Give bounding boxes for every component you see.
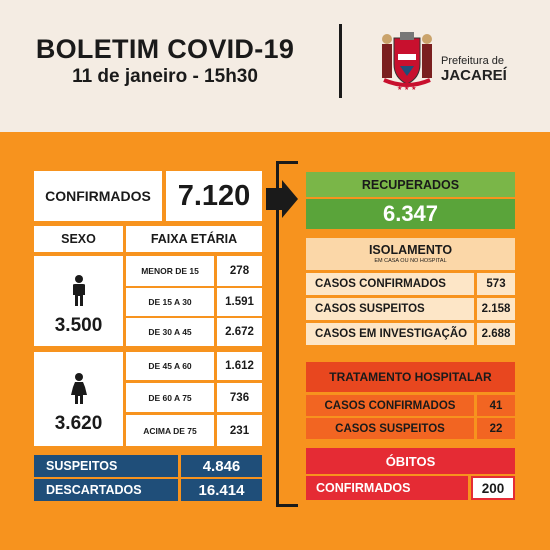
- suspeitos-label: SUSPEITOS: [34, 455, 178, 477]
- city-name: JACAREÍ: [441, 67, 507, 84]
- obitos-label: CONFIRMADOS: [306, 476, 468, 500]
- isolamento-row-value: 2.688: [477, 323, 515, 345]
- age-label: DE 30 A 45: [126, 318, 214, 346]
- isolamento-title: ISOLAMENTO: [368, 243, 453, 257]
- bracket-top: [276, 161, 298, 164]
- age-value: 231: [217, 415, 262, 446]
- age-value: 1.612: [217, 352, 262, 380]
- age-label: DE 45 A 60: [126, 352, 214, 380]
- suspeitos-value: 4.846: [181, 455, 262, 477]
- age-label: DE 60 A 75: [126, 383, 214, 412]
- tratamento-row-value: 41: [477, 395, 515, 416]
- descartados-label: DESCARTADOS: [34, 479, 178, 501]
- recuperados-label: RECUPERADOS: [306, 172, 515, 197]
- age-value: 278: [217, 256, 262, 286]
- female-total: 3.620: [54, 413, 103, 434]
- male-total: 3.500: [54, 315, 103, 336]
- isolamento-row-value: 2.158: [477, 298, 515, 320]
- tratamento-title: TRATAMENTO HOSPITALAR: [306, 362, 515, 392]
- age-label: DE 15 A 30: [126, 288, 214, 316]
- prefeitura-label: Prefeitura de: [441, 55, 504, 67]
- svg-text:★ ★ ★: ★ ★ ★: [397, 86, 417, 92]
- isolamento-row-label: CASOS EM INVESTIGAÇÃO: [306, 323, 474, 345]
- obitos-value: 200: [471, 476, 515, 500]
- age-label: ACIMA DE 75: [126, 415, 214, 446]
- confirmed-value: 7.120: [166, 171, 262, 221]
- header-divider: [339, 24, 342, 98]
- recuperados-value: 6.347: [306, 199, 515, 229]
- tratamento-row-label: CASOS SUSPEITOS: [306, 418, 474, 439]
- bracket-line: [276, 161, 279, 507]
- page-title: BOLETIM COVID-19: [35, 34, 295, 64]
- isolamento-row-label: CASOS SUSPEITOS: [306, 298, 474, 320]
- isolamento-subtitle: EM CASA OU NO HOSPITAL: [374, 258, 447, 264]
- age-value: 2.672: [217, 318, 262, 346]
- page-subtitle: 11 de janeiro - 15h30: [72, 66, 258, 87]
- descartados-value: 16.414: [181, 479, 262, 501]
- sexo-header: SEXO: [34, 226, 123, 252]
- isolamento-header: [306, 238, 515, 270]
- age-value: 736: [217, 383, 262, 412]
- age-value: 1.591: [217, 288, 262, 316]
- tratamento-row-value: 22: [477, 418, 515, 439]
- faixa-header: FAIXA ETÁRIA: [126, 226, 262, 252]
- coat-of-arms-icon: [380, 30, 434, 92]
- age-label: MENOR DE 15: [126, 256, 214, 286]
- arrow-right-icon: [262, 180, 298, 218]
- female-icon: [70, 373, 88, 405]
- confirmed-label: CONFIRMADOS: [34, 171, 162, 221]
- bracket-bottom: [276, 504, 298, 507]
- isolamento-row-value: 573: [477, 273, 515, 295]
- obitos-title: ÓBITOS: [306, 448, 515, 474]
- male-icon: [71, 275, 87, 307]
- tratamento-row-label: CASOS CONFIRMADOS: [306, 395, 474, 416]
- isolamento-row-label: CASOS CONFIRMADOS: [306, 273, 474, 295]
